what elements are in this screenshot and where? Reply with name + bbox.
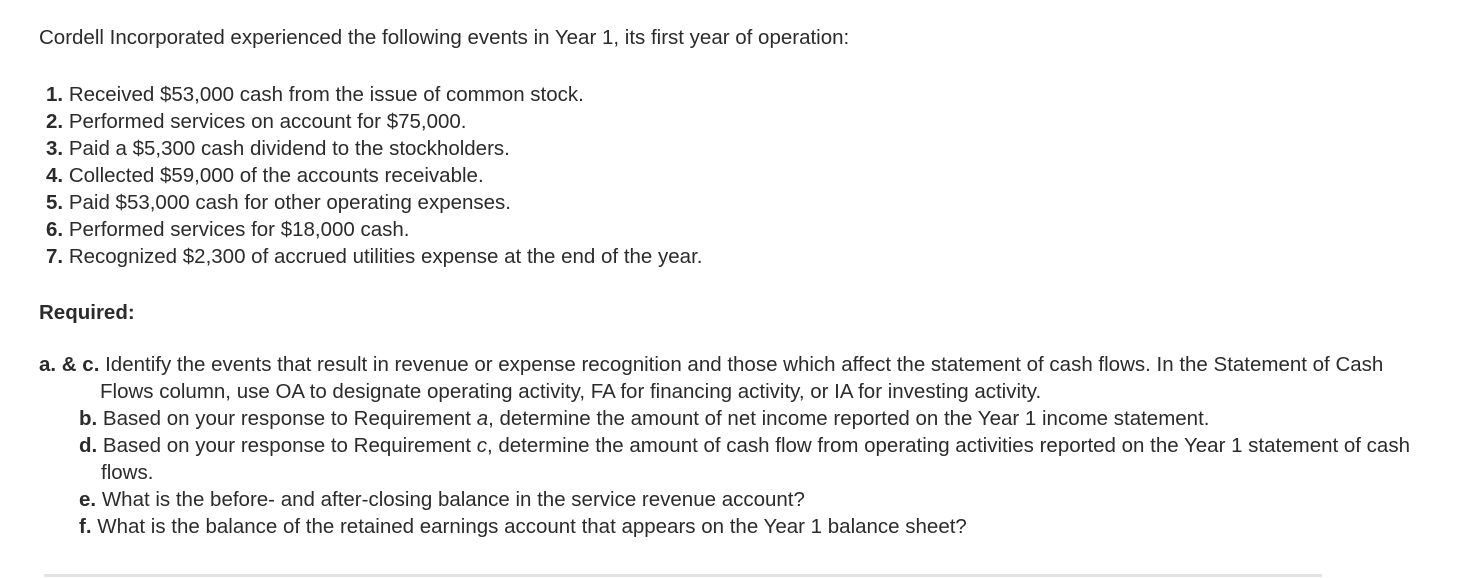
event-number: 3. [46, 137, 64, 160]
problem-intro: Cordell Incorporated experienced the following events in Year 1, its first year of operation: [39, 26, 850, 49]
list-item [46, 81, 702, 108]
requirement-text: Based on your response to Requirement [102, 434, 472, 457]
requirement-label: b. [79, 407, 98, 430]
requirement-d [79, 432, 1439, 486]
list-item [46, 162, 702, 189]
requirement-text: What is the balance of the retained earnings account that appears on the Year 1 balance sheet? [97, 515, 967, 538]
list-item [46, 108, 702, 135]
event-number: 2. [46, 110, 64, 133]
requirement-text: , determine the amount of net income reported on the Year 1 income statement. [488, 407, 1210, 430]
list-item [46, 243, 702, 270]
requirement-text: , determine the amount of cash flow from operating activities reported on the Year 1 statement of cash flows. [101, 434, 1410, 484]
event-number: 6. [46, 218, 64, 241]
requirement-ref: a [476, 407, 489, 430]
events-list [46, 81, 702, 270]
event-text: Performed services on account for $75,000. [68, 110, 467, 133]
requirement-label: a. & c. [39, 353, 100, 376]
event-number: 5. [46, 191, 64, 214]
event-text: Collected $59,000 of the accounts receivable. [68, 164, 484, 187]
requirement-ac [39, 351, 1439, 405]
requirement-label: d. [79, 434, 98, 457]
list-item [46, 135, 702, 162]
requirement-label: e. [79, 488, 97, 511]
requirement-text: What is the before- and after-closing balance in the service revenue account? [101, 488, 805, 511]
section-divider [44, 574, 1322, 577]
event-text: Paid $53,000 cash for other operating expenses. [68, 191, 512, 214]
event-number: 4. [46, 164, 64, 187]
requirement-e [79, 486, 1439, 513]
requirement-label: f. [79, 515, 92, 538]
event-text: Received $53,000 cash from the issue of common stock. [68, 83, 584, 106]
required-heading: Required: [39, 301, 135, 324]
event-text: Recognized $2,300 of accrued utilities expense at the end of the year. [68, 245, 703, 268]
list-item [46, 189, 702, 216]
requirement-b [79, 405, 1439, 432]
event-number: 1. [46, 83, 64, 106]
requirement-text: Based on your response to Requirement [102, 407, 472, 430]
event-text: Performed services for $18,000 cash. [68, 218, 410, 241]
requirement-f [79, 513, 1439, 540]
requirement-text: Identify the events that result in revenue or expense recognition and those which affect the statement of cash flows. In the Statement of Cash Flows column, use OA to designate operating activity, FA for financing activity, or IA for investing activity. [100, 353, 1384, 403]
list-item [46, 216, 702, 243]
requirement-ref: c [476, 434, 487, 457]
event-text: Paid a $5,300 cash dividend to the stockholders. [68, 137, 510, 160]
requirements-list [39, 351, 1439, 540]
event-number: 7. [46, 245, 64, 268]
